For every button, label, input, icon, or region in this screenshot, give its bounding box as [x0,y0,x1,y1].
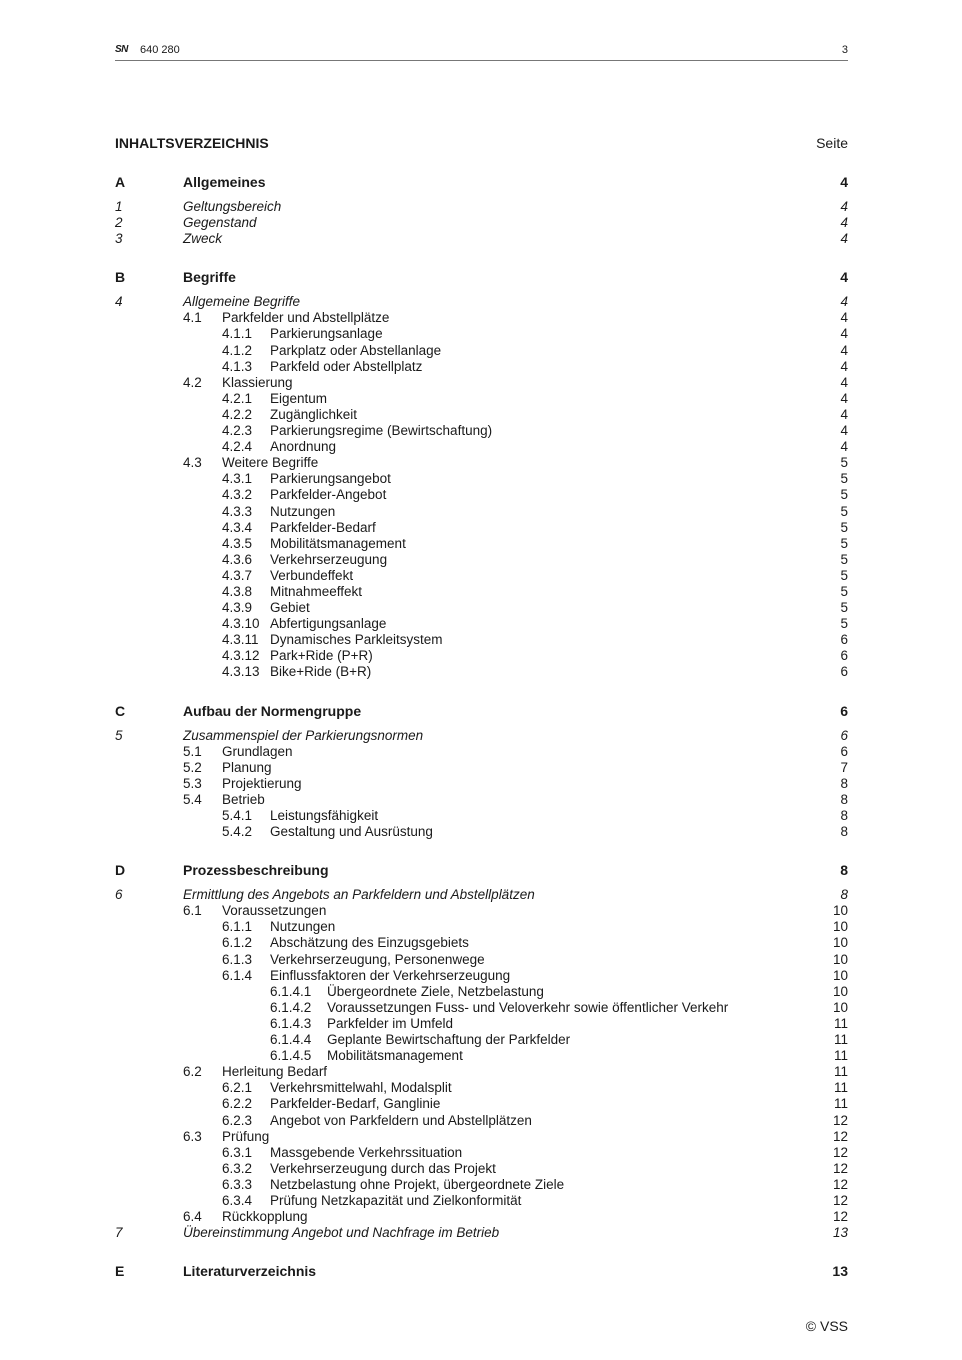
toc-entry-number: 5.4.2 [222,824,253,840]
toc-entry-number: 6.1.4.2 [270,999,312,1015]
toc-entry-label: Dynamisches Parkleitsystem [270,632,443,648]
toc-entry-page: 8 [840,791,848,807]
toc-entry-label: Begriffe [183,269,236,286]
toc-entry [115,1113,848,1129]
toc-entry-label: Leistungsfähigkeit [270,808,379,823]
toc-entry-page: 12 [832,1192,848,1208]
toc-entry-page: 6 [840,632,848,648]
toc-entry-page: 4 [840,374,848,390]
toc-entry-label: Mobilitätsmanagement [327,1048,463,1064]
toc-entry-page: 5 [840,583,848,599]
page-number: 3 [841,44,848,56]
toc-entry-number: 5.2 [183,759,202,775]
toc-entry-label: Gestaltung und Ausrüstung [270,824,433,840]
toc-entry [115,343,848,359]
toc-entry [115,600,848,616]
toc-entry-page: 10 [832,919,848,935]
toc-entry-number: C [115,702,126,719]
toc-entry-label: Park+Ride (P+R) [270,648,373,664]
toc-entry [115,1129,848,1145]
toc-entry-page: 5 [840,616,848,632]
toc-entry-number: 4.2 [183,374,202,390]
toc-entry-label: Parkfelder und Abstellplätze [222,310,390,326]
toc-entry [115,215,848,231]
toc-entry-label: Aufbau der Normengruppe [183,702,362,719]
toc-entry [115,616,848,632]
toc-entry-number: 6.1.4.3 [270,1015,312,1031]
toc-entry-label: Parkfelder-Angebot [270,487,387,503]
toc-entry [115,552,848,568]
toc-entry [115,664,848,680]
toc-entry [115,808,848,824]
toc-entry-page: 12 [832,1144,848,1160]
toc-entry-number: 5.1 [183,743,202,759]
toc-page-label: Seite [816,135,848,151]
toc-entry-number: 6.2.2 [222,1096,253,1112]
toc-entry-page: 4 [840,439,848,455]
toc-entry-label: Allgemeine Begriffe [183,294,301,310]
toc-entry-number: A [115,174,126,190]
toc-entry-number: 6.3.1 [222,1144,253,1160]
toc-entry-number: 6.3.2 [222,1160,253,1176]
toc-entry-number: 4.3.4 [222,519,253,535]
toc-entry-number: 4.1.1 [222,326,253,342]
toc-entry-page: 4 [840,358,848,374]
toc-entry [115,326,848,342]
toc-entry [115,407,848,423]
toc-entry [115,984,848,1000]
toc-entry-number: 6.1.4.1 [270,983,312,999]
toc-entry-label: Zusammenspiel der Parkierungsnormen [183,727,424,743]
toc-entry-page: 4 [840,269,848,286]
toc-entry-number: 4.3.5 [222,535,253,551]
toc-entry-number: 3 [115,231,123,247]
toc-entry-page: 8 [840,775,848,791]
toc-entry-page: 8 [840,862,848,879]
toc-entry [115,760,848,776]
toc-entry-number: 6.1.1 [222,919,253,935]
toc-entry [115,536,848,552]
toc-entry-page: 11 [833,1032,848,1048]
toc-entry [115,294,848,310]
toc-entry-page: 4 [840,423,848,439]
page-header [115,44,848,61]
toc-entry-page: 12 [832,1209,848,1225]
toc-entry-label: Bike+Ride (B+R) [270,664,372,680]
toc-entry [115,1032,848,1048]
toc-entry-page: 5 [840,503,848,519]
toc-entry-page: 6 [840,702,848,719]
toc-entry [115,744,848,760]
toc-entry-page: 11 [833,1096,848,1112]
table-of-contents [115,135,848,1288]
toc-entry-label: Parkierungsregime (Bewirtschaftung) [270,423,493,439]
toc-entry-page: 10 [832,903,848,919]
toc-entry-number: 6.2.3 [222,1112,253,1128]
toc-entry-number: 4.3.11 [222,632,259,648]
toc-entry-page: 4 [840,231,848,247]
toc-entry-page: 4 [840,406,848,422]
toc-entry-number: 4 [115,294,123,310]
toc-entry-label: Parkierungsangebot [270,471,391,487]
toc-entry-page: 10 [832,999,848,1015]
copyright-notice: © VSS [805,1318,848,1334]
toc-entry-number: 1 [115,199,123,214]
toc-entry [115,199,848,215]
toc-entry-page: 6 [840,648,848,664]
toc-entry-page: 10 [832,983,848,999]
toc-entry-label: Netzbelastung ohne Projekt, übergeordnete Ziele [270,1176,565,1192]
toc-entry-label: Abschätzung des Einzugsgebiets [270,935,469,951]
toc-entry-label: Grundlagen [222,743,293,759]
toc-entry-number: 6.4 [183,1209,202,1225]
toc-entry-number: 4.1.2 [222,342,253,358]
toc-entry-label: Weitere Begriffe [222,455,319,471]
toc-entry-number: 5.4.1 [222,808,253,823]
toc-entry-number: 2 [115,215,123,231]
toc-entry [115,471,848,487]
toc-entry [115,487,848,503]
toc-entry-page: 4 [840,310,848,326]
toc-entry [115,968,848,984]
toc-entry-label: Allgemeines [183,174,266,190]
toc-entry [115,728,848,744]
toc-entry [115,1161,848,1177]
toc-entry [115,391,848,407]
toc-entries [115,174,848,1281]
toc-entry-label: Parkfelder-Bedarf [270,519,376,535]
toc-entry-page: 4 [840,342,848,358]
toc-entry-page: 10 [832,951,848,967]
toc-entry-page: 8 [840,824,848,840]
toc-entry [115,455,848,471]
toc-entry [115,632,848,648]
toc-entry-number: 7 [115,1225,123,1241]
vss-logo: SN [115,44,128,55]
toc-entry-label: Verkehrserzeugung [270,551,388,567]
toc-entry-label: Parkfeld oder Abstellplatz [270,358,423,374]
toc-entry-page: 4 [840,215,848,231]
toc-entry-number: 6.1 [183,903,202,919]
toc-entry-page: 12 [832,1160,848,1176]
toc-entry [115,824,848,840]
toc-entry-label: Mobilitätsmanagement [270,535,406,551]
toc-entry-label: Eigentum [270,390,328,406]
toc-entry-page: 5 [840,455,848,471]
toc-title: INHALTSVERZEICHNIS [115,135,269,151]
toc-entry-label: Nutzungen [270,503,336,519]
toc-entry [115,231,848,247]
toc-entry [115,862,848,880]
document-number: 640 280 [140,44,180,56]
toc-entry-number: 6.1.4.4 [270,1032,312,1048]
toc-entry [115,776,848,792]
toc-entry [115,520,848,536]
toc-entry-number: 4.3.6 [222,551,253,567]
toc-entry-label: Massgebende Verkehrssituation [270,1144,463,1160]
toc-entry [115,919,848,935]
toc-entry-label: Übergeordnete Ziele, Netzbelastung [327,983,544,999]
toc-entry-label: Gegenstand [183,215,257,231]
toc-entry [115,1048,848,1064]
toc-entry [115,935,848,951]
toc-entry [115,1193,848,1209]
toc-entry-number: 4.3.9 [222,600,253,616]
toc-entry [115,1263,848,1281]
toc-entry-label: Parkierungsanlage [270,326,383,342]
toc-heading-row [115,135,848,153]
toc-entry-page: 4 [840,174,848,190]
toc-entry-page: 12 [832,1128,848,1144]
toc-entry-number: 6 [115,887,123,903]
toc-entry-page: 10 [832,967,848,983]
toc-entry [115,1080,848,1096]
toc-entry-number: 5.4 [183,791,202,807]
toc-entry-label: Geltungsbereich [183,199,282,214]
toc-entry-number: 6.2.1 [222,1080,253,1096]
toc-entry-page: 7 [840,759,848,775]
toc-entry-page: 11 [833,1080,848,1096]
toc-entry-label: Prüfung [222,1128,270,1144]
toc-entry [115,648,848,664]
toc-entry-number: 4.2.3 [222,423,253,439]
toc-entry [115,584,848,600]
toc-entry-number: 4.2.4 [222,439,253,455]
toc-entry-label: Verbundeffekt [270,567,354,583]
toc-entry-label: Prüfung Netzkapazität und Zielkonformität [270,1192,522,1208]
toc-entry-number: 4.2.1 [222,390,253,406]
toc-entry-label: Verkehrserzeugung, Personenwege [270,951,485,967]
toc-entry-number: 5.3 [183,775,202,791]
toc-entry-number: 4.3.10 [222,616,260,632]
toc-entry-number: 4.3.3 [222,503,253,519]
toc-entry-label: Einflussfaktoren der Verkehrserzeugung [270,967,511,983]
toc-entry-label: Klassierung [222,374,293,390]
toc-entry [115,423,848,439]
toc-entry-label: Parkfelder-Bedarf, Ganglinie [270,1096,441,1112]
toc-entry [115,1096,848,1112]
toc-entry-page: 4 [840,199,848,214]
toc-entry-page: 13 [832,1263,848,1280]
toc-entry-page: 5 [840,600,848,616]
toc-entry [115,269,848,287]
toc-entry-label: Prozessbeschreibung [183,862,329,879]
toc-entry [115,1000,848,1016]
toc-entry-number: 4.3.2 [222,487,253,503]
toc-entry-page: 11 [833,1015,848,1031]
toc-entry [115,1177,848,1193]
toc-entry-label: Geplante Bewirtschaftung der Parkfelder [327,1032,571,1048]
toc-entry-page: 12 [832,1112,848,1128]
toc-entry-label: Planung [222,759,272,775]
toc-entry-number: 6.1.3 [222,951,253,967]
toc-entry-number: 6.3.3 [222,1176,253,1192]
toc-entry-number: 6.1.4 [222,967,253,983]
toc-entry-page: 13 [832,1225,848,1241]
toc-entry-label: Angebot von Parkfeldern und Abstellplätzen [270,1112,532,1128]
toc-entry [115,903,848,919]
toc-entry-number: 4.3.13 [222,664,260,680]
toc-entry-page: 11 [833,1064,848,1080]
toc-entry-number: 4.3 [183,455,202,471]
toc-entry-label: Voraussetzungen [222,903,327,919]
toc-entry-number: 6.1.2 [222,935,253,951]
toc-entry-page: 5 [840,519,848,535]
toc-entry-number: 6.3.4 [222,1192,253,1208]
toc-entry-page: 5 [840,487,848,503]
toc-entry-page: 5 [840,551,848,567]
toc-entry-number: B [115,269,126,286]
toc-entry [115,1225,848,1241]
toc-entry-page: 11 [833,1048,848,1064]
toc-entry-page: 6 [840,727,848,743]
toc-entry-label: Betrieb [222,791,265,807]
toc-entry [115,952,848,968]
toc-entry-page: 6 [840,743,848,759]
toc-entry-page: 5 [840,535,848,551]
toc-entry-label: Gebiet [270,600,310,616]
toc-entry-number: E [115,1263,125,1280]
toc-entry [115,174,848,192]
toc-entry-label: Mitnahmeeffekt [270,583,363,599]
toc-entry [115,504,848,520]
toc-entry-page: 10 [832,935,848,951]
toc-entry-label: Verkehrserzeugung durch das Projekt [270,1160,496,1176]
toc-entry-label: Herleitung Bedarf [222,1064,328,1080]
toc-entry-page: 4 [840,326,848,342]
toc-entry-page: 8 [840,808,848,823]
toc-entry-label: Parkplatz oder Abstellanlage [270,342,442,358]
toc-entry [115,568,848,584]
toc-entry [115,1064,848,1080]
toc-entry-label: Ermittlung des Angebots an Parkfeldern und Abstellplätzen [183,887,535,903]
toc-entry-page: 8 [840,887,848,903]
toc-entry-number: 6.3 [183,1128,202,1144]
toc-entry-number: 5 [115,727,123,743]
toc-entry [115,792,848,808]
toc-entry-label: Anordnung [270,439,337,455]
toc-entry-label: Rückkopplung [222,1209,308,1225]
toc-entry [115,1016,848,1032]
toc-entry-page: 6 [840,664,848,680]
toc-entry [115,703,848,721]
toc-entry-number: 6.1.4.5 [270,1048,312,1064]
toc-entry-label: Zugänglichkeit [270,406,358,422]
toc-entry-label: Literaturverzeichnis [183,1263,317,1280]
toc-entry-number: 4.1.3 [222,358,253,374]
toc-entry [115,439,848,455]
toc-entry [115,887,848,903]
toc-entry [115,375,848,391]
toc-entry-number: 4.3.1 [222,471,253,487]
toc-entry [115,310,848,326]
toc-entry-label: Verkehrsmittelwahl, Modalsplit [270,1080,452,1096]
toc-entry-number: 4.3.12 [222,648,260,664]
toc-entry-label: Nutzungen [270,919,336,935]
toc-entry-number: 4.3.7 [222,567,253,583]
toc-entry-page: 4 [840,294,848,310]
toc-entry-page: 12 [832,1176,848,1192]
toc-entry-page: 5 [840,471,848,487]
toc-entry-label: Parkfelder im Umfeld [327,1015,454,1031]
toc-entry-number: 4.2.2 [222,406,253,422]
toc-entry-page: 4 [840,390,848,406]
toc-entry [115,359,848,375]
toc-entry-label: Projektierung [222,775,302,791]
toc-entry-label: Voraussetzungen Fuss- und Veloverkehr sowie öffentlicher Verkehr [327,999,729,1015]
toc-entry-number: 6.2 [183,1064,202,1080]
toc-entry-label: Abfertigungsanlage [270,616,387,632]
toc-entry-number: D [115,862,126,879]
toc-entry [115,1145,848,1161]
toc-entry-page: 5 [840,567,848,583]
toc-entry-number: 4.1 [183,310,202,326]
toc-entry-label: Zweck [183,231,223,247]
toc-entry-number: 4.3.8 [222,583,253,599]
toc-entry-label: Übereinstimmung Angebot und Nachfrage im Betrieb [183,1225,500,1241]
toc-entry [115,1209,848,1225]
